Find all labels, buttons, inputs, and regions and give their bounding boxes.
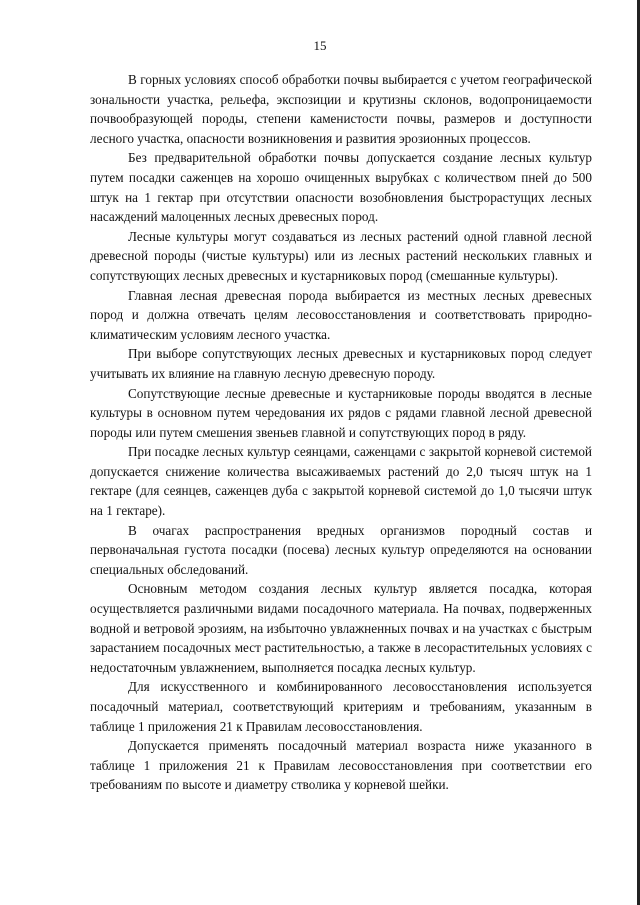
paragraph: Без предварительной обработки почвы допускается создание лесных культур путем посадки саженцев на хорошо очищенных вырубках с количеством пней до 500 штук на 1 гектар при отсутствии опасности возобновления быстрорастущих лесных насаждений малоценных лесных древесных пород. [90, 150, 592, 225]
paragraph: Лесные культуры могут создаваться из лесных растений одной главной лесной древесной породы (чистые культуры) или из лесных растений нескольких главных и сопутствующих лесных древесных и кустарниковых пород (смешанные культуры). [90, 228, 592, 283]
paragraph: Для искусственного и комбинированного лесовосстановления используется посадочный материал, соответствующий критериям и требованиям, указанным в таблице 1 приложения 21 к Правилам лесовосстановления. [90, 679, 592, 734]
paragraph: В очагах распространения вредных организмов породный состав и первоначальная густота посадки (посева) лесных культур определяются на основании специальных обследований. [90, 522, 592, 577]
paragraph: В горных условиях способ обработки почвы выбирается с учетом географической зональности участка, рельефа, экспозиции и крутизны склонов, водопроницаемости почвообразующей породы, степени каменистости почвы, размеров и доступности лесного участка, опасности возникновения и развития эрозионных процессов. [90, 72, 592, 146]
document-body [90, 70, 592, 795]
paragraph: При посадке лесных культур сеянцами, саженцами с закрытой корневой системой допускается снижение количества высаживаемых растений до 2,0 тысяч штук на 1 гектаре (для сеянцев, саженцев дуба с закрытой корневой системой до 1,0 тысячи штук на 1 гектаре). [90, 444, 592, 519]
paragraph: При выборе сопутствующих лесных древесных и кустарниковых пород следует учитывать их влияние на главную лесную древесную породу. [90, 346, 592, 381]
paragraph: Допускается применять посадочный материал возраста ниже указанного в таблице 1 приложения 21 к Правилам лесовосстановления при соответствии его требованиям по высоте и диаметру стволика у корневой шейки. [90, 738, 592, 793]
paragraph: Главная лесная древесная порода выбирается из местных лесных древесных пород и должна отвечать целям лесовосстановления и соответствовать природно-климатическим условиям лесного участка. [90, 287, 592, 342]
page-number: 15 [313, 38, 327, 53]
paragraph: Основным методом создания лесных культур является посадка, которая осуществляется различными видами посадочного материала. На почвах, подверженных водной и ветровой эрозиям, на избыточно увлажненных почвах и на участках с быстрым зарастанием посадочных мест растительностью, а также в лесорастительных условиях с недостаточным увлажнением, выполняется посадка лесных культур. [90, 581, 592, 675]
paragraph: Сопутствующие лесные древесные и кустарниковые породы вводятся в лесные культуры в основном путем чередования их рядов с рядами главной лесной древесной породы или путем смешения звеньев главной и сопутствующих пород в ряду. [90, 385, 592, 440]
